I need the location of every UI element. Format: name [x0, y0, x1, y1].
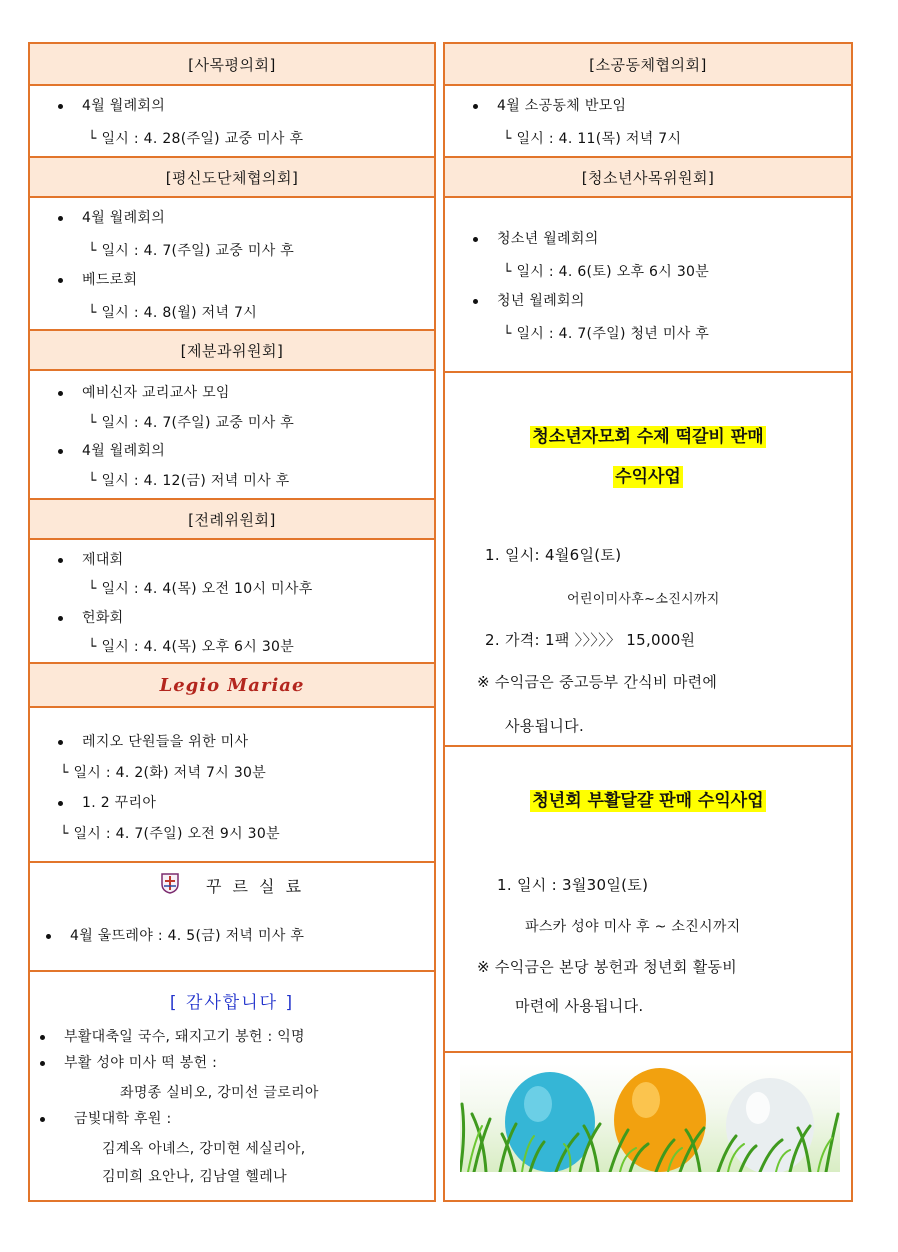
bullet-dot [58, 449, 63, 454]
list-item-detail: └ 일시 : 4. 6(토) 오후 6시 30분 [503, 264, 710, 280]
section-title: [평신도단체협의회] [165, 168, 299, 187]
bullet-dot [58, 558, 63, 563]
list-item-detail: └ 일시 : 4. 4(목) 오후 6시 30분 [88, 639, 295, 655]
bullet-dot [40, 1035, 45, 1040]
list-item: 레지오 단원들을 위한 미사 [82, 734, 249, 750]
section-header-youth-ministry [445, 156, 851, 198]
list-item: 4월 울뜨레야 : 4. 5(금) 저녁 미사 후 [70, 928, 305, 944]
bullet-dot [58, 278, 63, 283]
thanks-line: 금빛대학 후원 : [74, 1111, 172, 1127]
bullet-dot [473, 237, 478, 242]
left-column [28, 42, 436, 1202]
list-item: 1. 2 꾸리아 [82, 795, 157, 811]
highlight-title: 청년회 부활달걀 판매 수익사업 [532, 791, 764, 811]
highlight-title: 수익사업 [615, 467, 681, 487]
bullet-dot [40, 1117, 45, 1122]
bullet-dot [58, 216, 63, 221]
bullet-dot [473, 299, 478, 304]
event-date: 1. 일시 : 3월30일(토) [497, 876, 649, 894]
divider [30, 861, 434, 863]
legio-mariae-title: Legio Mariae [159, 674, 305, 696]
bullet-dot [58, 801, 63, 806]
section-header-committees [30, 329, 434, 371]
bullet-dot [40, 1061, 45, 1066]
list-item-detail: └ 일시 : 4. 7(주일) 청년 미사 후 [503, 326, 710, 342]
list-item-detail: └ 일시 : 4. 11(목) 저녁 7시 [503, 131, 682, 147]
thanks-line: 부활 성야 미사 떡 봉헌 : [64, 1055, 218, 1071]
divider [445, 371, 851, 373]
bullet-dot [58, 391, 63, 396]
section-header-small-communities [445, 44, 851, 86]
young-adults-title [445, 786, 851, 811]
list-item: 예비신자 교리교사 모임 [82, 385, 230, 401]
youth-parents-title [445, 422, 851, 447]
section-header-legio-mariae [30, 662, 434, 708]
event-note: 마련에 사용됩니다. [515, 997, 644, 1015]
thanks-title: [ 감사합니다 ] [169, 993, 295, 1013]
cursillo-title: 꾸 르 실 료 [205, 876, 305, 896]
bullet-dot [58, 104, 63, 109]
list-item-detail: └ 일시 : 4. 7(주일) 교중 미사 후 [88, 415, 295, 431]
list-item: 청소년 월례회의 [497, 231, 599, 247]
list-item-detail: └ 일시 : 4. 28(주일) 교중 미사 후 [88, 131, 304, 147]
thanks-line: 좌명종 실비오, 강미선 글로리아 [120, 1085, 319, 1101]
section-title: [제분과위원회] [180, 341, 284, 360]
list-item-detail: └ 일시 : 4. 7(주일) 교중 미사 후 [88, 243, 295, 259]
section-header-pastoral-council [30, 44, 434, 86]
thanks-line: 김미희 요안나, 김남열 헬레나 [102, 1169, 287, 1185]
list-item: 4월 월례회의 [82, 98, 166, 114]
divider [445, 1051, 851, 1053]
list-item: 베드로회 [82, 272, 138, 288]
right-column [443, 42, 853, 1202]
section-title: [전례위원회] [188, 510, 276, 529]
list-item: 4월 소공동체 반모임 [497, 98, 627, 114]
list-item-detail: └ 일시 : 4. 4(목) 오전 10시 미사후 [88, 581, 313, 597]
list-item-detail: └ 일시 : 4. 2(화) 저녁 7시 30분 [60, 765, 267, 781]
list-item: 청년 월례회의 [497, 293, 585, 309]
list-item: 4월 월례회의 [82, 210, 166, 226]
list-item-detail: └ 일시 : 4. 12(금) 저녁 미사 후 [88, 473, 290, 489]
cursillo-emblem-icon [160, 872, 180, 898]
cursillo-header [30, 870, 434, 900]
event-date: 1. 일시: 4월6일(토) [485, 546, 622, 564]
section-title: [청소년사목위원회] [581, 168, 715, 187]
section-header-lay-organizations [30, 156, 434, 198]
section-header-liturgy [30, 498, 434, 540]
event-note: 사용됩니다. [505, 717, 585, 735]
section-title: [사목평의회] [188, 55, 276, 74]
bullet-dot [473, 104, 478, 109]
event-time: 어린이미사후~소진시까지 [567, 592, 720, 607]
event-time: 파스카 성야 미사 후 ~ 소진시까지 [525, 919, 741, 935]
highlight-title: 청소년자모회 수제 떡갈비 판매 [532, 427, 764, 447]
thanks-line: 부활대축일 국수, 돼지고기 봉헌 : 익명 [64, 1029, 305, 1045]
event-note: ※ 수익금은 중고등부 간식비 마련에 [477, 673, 718, 691]
section-title: [소공동체협의회] [589, 55, 707, 74]
bullet-dot [58, 740, 63, 745]
list-item-detail: └ 일시 : 4. 7(주일) 오전 9시 30분 [60, 826, 280, 842]
divider [30, 970, 434, 972]
youth-parents-subtitle [445, 462, 851, 487]
list-item: 헌화회 [82, 610, 124, 626]
list-item: 제대회 [82, 552, 124, 568]
thanks-line: 김계옥 아녜스, 강미현 세실리아, [102, 1141, 306, 1157]
thanks-header [30, 988, 434, 1013]
event-note: ※ 수익금은 본당 봉헌과 청년회 활동비 [477, 958, 738, 976]
list-item: 4월 월례회의 [82, 443, 166, 459]
event-price: 2. 가격: 1팩 〉〉〉〉〉 15,000원 [485, 631, 696, 649]
divider [445, 745, 851, 747]
list-item-detail: └ 일시 : 4. 8(월) 저녁 7시 [88, 305, 258, 321]
bullet-dot [58, 616, 63, 621]
bullet-dot [46, 934, 51, 939]
easter-eggs-image [460, 1064, 840, 1172]
